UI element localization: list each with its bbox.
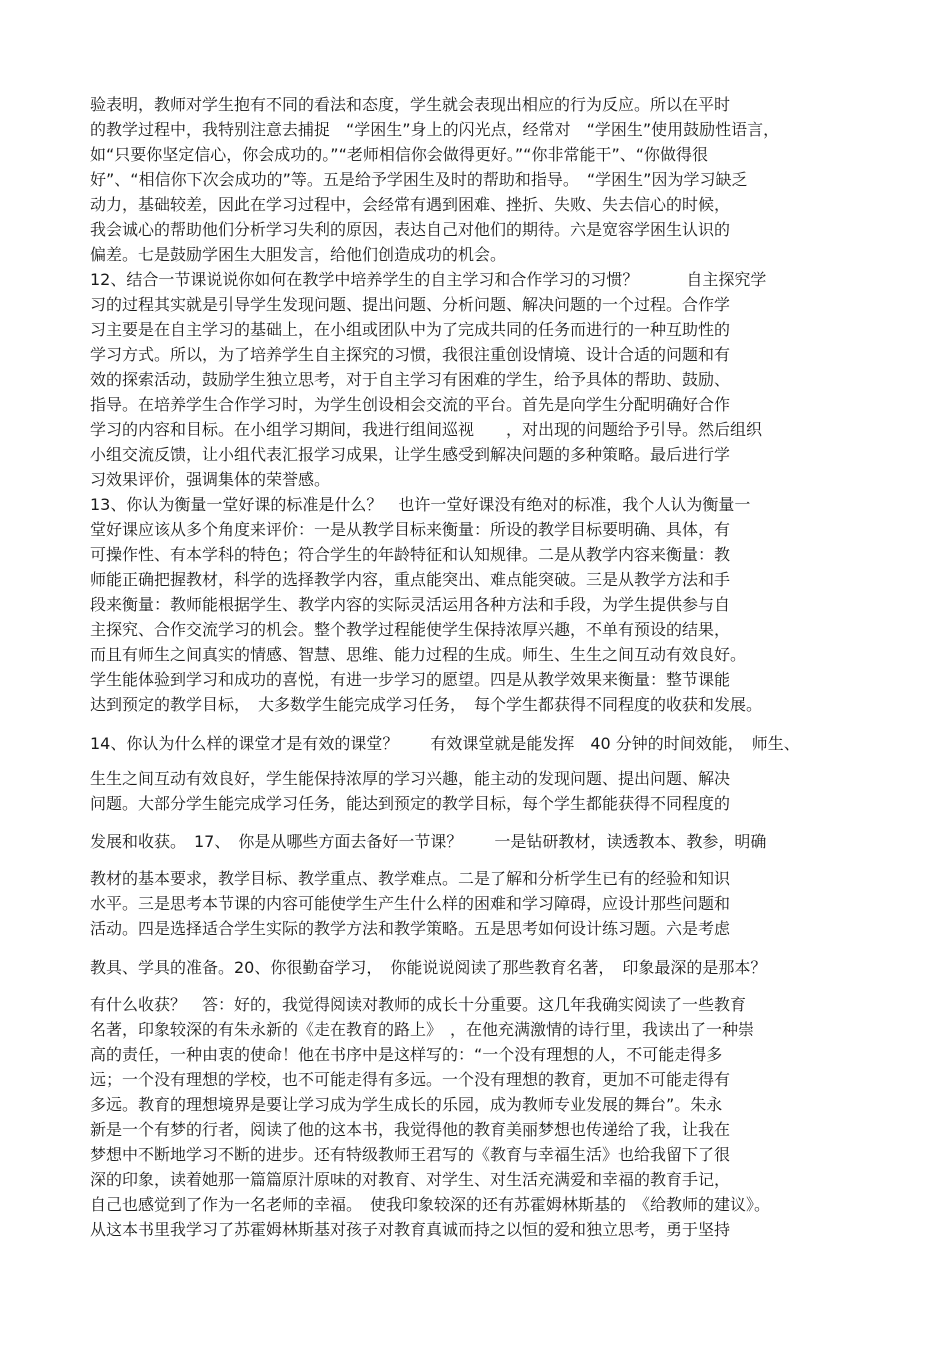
question-heading: 14、你认为什么样的课堂才是有效的课堂？ 有效课堂就是能发挥 40 分钟的时间效能， 师生、 xyxy=(90,734,800,753)
text-line: 远；一个没有理想的学校，也不可能走得有多远。一个没有理想的教育，更加不可能走得有 xyxy=(90,1070,731,1089)
text-line: 新是一个有梦的行者，阅读了他的这本书，我觉得他的教育美丽梦想也传递给了我，让我在 xyxy=(90,1120,731,1139)
text-line: 从这本书里我学习了苏霍姆林斯基对孩子对教育真诚而持之以恒的爱和独立思考，勇于坚持 xyxy=(90,1220,731,1239)
text-line: 我会诚心的帮助他们分析学习失利的原因，表达自己对他们的期待。六是宽容学困生认识的 xyxy=(90,220,731,239)
text-line: 习主要是在自主学习的基础上，在小组或团队中为了完成共同的任务而进行的一种互助性的 xyxy=(90,320,731,339)
text-line: 学生能体验到学习和成功的喜悦，有进一步学习的愿望。四是从教学效果来衡量：整节课能 xyxy=(90,670,731,689)
text-line: 动力，基础较差，因此在学习过程中，会经常有遇到困难、挫折、失败、失去信心的时候， xyxy=(90,195,731,214)
text-line: 有什么收获？ 答：好的，我觉得阅读对教师的成长十分重要。这几年我确实阅读了一些教育 xyxy=(90,995,747,1014)
text-line: 水平。三是思考本节课的内容可能使学生产生什么样的困难和学习障碍，应设计那些问题和 xyxy=(90,894,731,913)
text-line: 学习方式。所以，为了培养学生自主探究的习惯，我很注重创设情境、设计合适的问题和有 xyxy=(90,345,731,364)
text-line: 梦想中不断地学习不断的进步。还有特级教师王君写的《教育与幸福生活》也给我留下了很 xyxy=(90,1145,731,1164)
text-line: 达到预定的教学目标， 大多数学生能完成学习任务， 每个学生都获得不同程度的收获和发展。 xyxy=(90,695,763,714)
text-line: 验表明，教师对学生抱有不同的看法和态度，学生就会表现出相应的行为反应。所以在平时 xyxy=(90,95,731,114)
text-line: 指导。在培养学生合作学习时，为学生创设相会交流的平台。首先是向学生分配明确好合作 xyxy=(90,395,731,414)
question-heading: 教具、学具的准备。20、你很勤奋学习， 你能说说阅读了那些教育名著， 印象最深的是那本？ xyxy=(90,958,767,977)
text-line: 主探究、合作交流学习的机会。整个教学过程能使学生保持浓厚兴趣，不单有预设的结果， xyxy=(90,620,731,639)
text-line: 而且有师生之间真实的情感、智慧、思维、能力过程的生成。师生、生生之间互动有效良好。 xyxy=(90,645,747,664)
text-line: 学习的内容和目标。在小组学习期间，我进行组间巡视 ，对出现的问题给予引导。然后组织 xyxy=(90,420,763,439)
text-line: 名著，印象较深的有朱永新的《走在教育的路上》 ，在他充满激情的诗行里，我读出了一种崇 xyxy=(90,1020,755,1039)
question-heading: 13、你认为衡量一堂好课的标准是什么？ 也许一堂好课没有绝对的标准，我个人认为衡量一 xyxy=(90,495,751,514)
text-line: 好”、“相信你下次会成功的”等。五是给予学困生及时的帮助和指导。 “学困生”因为学习缺乏 xyxy=(90,170,748,189)
text-line: 自己也感觉到了作为一名老师的幸福。 使我印象较深的还有苏霍姆林斯基的 《给教师的建议》。 xyxy=(90,1195,771,1214)
text-line: 深的印象，读着她那一篇篇原汁原味的对教育、对学生、对生活充满爱和幸福的教育手记， xyxy=(90,1170,731,1189)
text-line: 偏差。七是鼓励学困生大胆发言，给他们创造成功的机会。 xyxy=(90,245,507,264)
text-line: 可操作性、有本学科的特色；符合学生的年龄特征和认知规律。二是从教学内容来衡量：教 xyxy=(90,545,731,564)
text-line: 堂好课应该从多个角度来评价：一是从教学目标来衡量：所设的教学目标要明确、具体，有 xyxy=(90,520,731,539)
text-line: 教材的基本要求，教学目标、教学重点、教学难点。二是了解和分析学生已有的经验和知识 xyxy=(90,869,731,888)
text-line: 师能正确把握教材，科学的选择教学内容，重点能突出、难点能突破。三是从教学方法和手 xyxy=(90,570,731,589)
text-line: 活动。四是选择适合学生实际的教学方法和教学策略。五是思考如何设计练习题。六是考虑 xyxy=(90,919,731,938)
text-line: 习效果评价，强调集体的荣誉感。 xyxy=(90,470,331,489)
text-line: 问题。大部分学生能完成学习任务，能达到预定的教学目标，每个学生都能获得不同程度的 xyxy=(90,794,731,813)
question-heading: 12、结合一节课说说你如何在教学中培养学生的自主学习和合作学习的习惯？ 自主探究学 xyxy=(90,270,767,289)
text-line: 段来衡量：教师能根据学生、教学内容的实际灵活运用各种方法和手段，为学生提供参与自 xyxy=(90,595,731,614)
text-line: 生生之间互动有效良好，学生能保持浓厚的学习兴趣，能主动的发现问题、提出问题、解决 xyxy=(90,769,731,788)
text-line: 高的责任，一种由衷的使命！他在书序中是这样写的：“一个没有理想的人，不可能走得多 xyxy=(90,1045,723,1064)
text-line: 如“只要你坚定信心，你会成功的。”“老师相信你会做得更好。”“你非常能干”、“你做得很 xyxy=(90,145,709,164)
text-line: 的教学过程中，我特别注意去捕捉 “学困生”身上的闪光点，经常对 “学困生”使用鼓励性语言， xyxy=(90,120,780,139)
text-line: 小组交流反馈，让小组代表汇报学习成果，让学生感受到解决问题的多种策略。最后进行学 xyxy=(90,445,731,464)
text-line: 习的过程其实就是引导学生发现问题、提出问题、分析问题、解决问题的一个过程。合作学 xyxy=(90,295,731,314)
question-heading: 发展和收获。 17、 你是从哪些方面去备好一节课？ 一是钻研教材，读透教本、教参，明确 xyxy=(90,832,767,851)
text-line: 效的探索活动，鼓励学生独立思考，对于自主学习有困难的学生，给予具体的帮助、鼓励、 xyxy=(90,370,731,389)
text-line: 多远。教育的理想境界是要让学习成为学生成长的乐园，成为教师专业发展的舞台”。朱永 xyxy=(90,1095,723,1114)
